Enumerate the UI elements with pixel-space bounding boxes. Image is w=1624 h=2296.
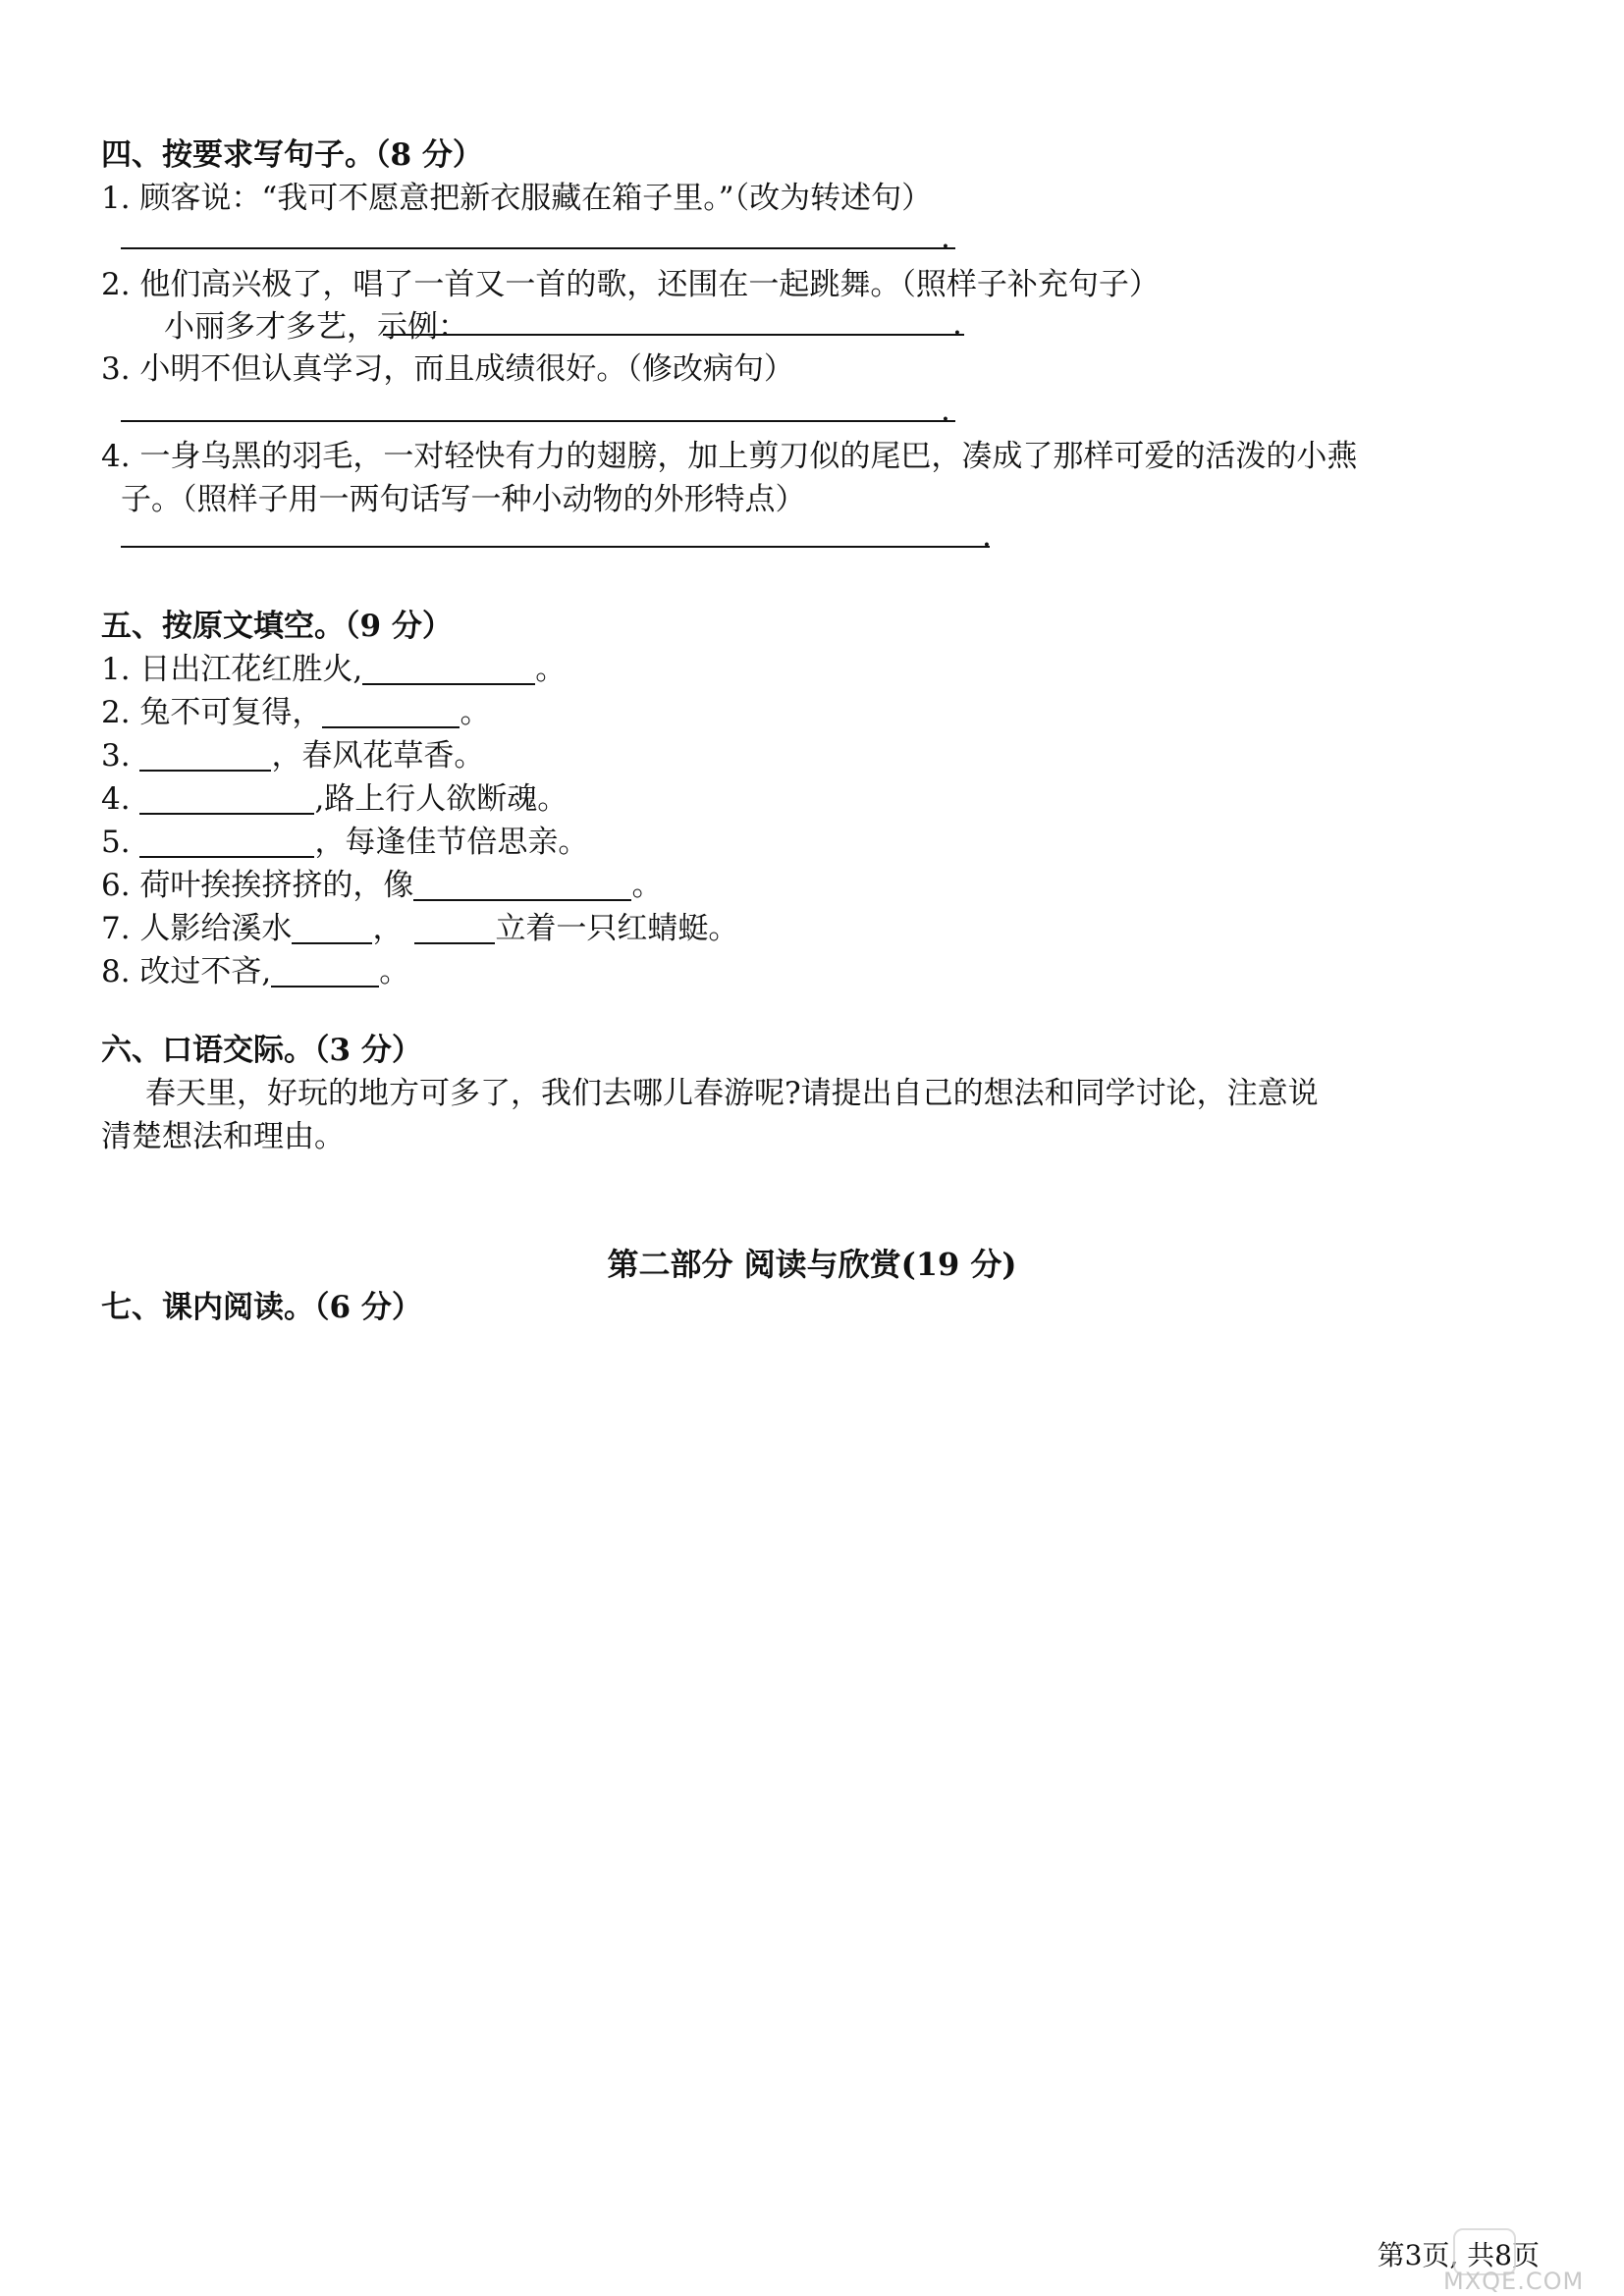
question-4-3: 3. 小明不但认真学习，而且成绩很好。（修改病句） <box>101 351 794 387</box>
fill-blank[interactable] <box>139 827 314 858</box>
fill-item-text: 2. 兔不可复得， <box>101 695 323 730</box>
section5-title: 五、按原文填空。（9 分） <box>101 609 453 644</box>
fill-item-text: 。 <box>460 695 491 730</box>
fill-item-text: ,路上行人欲断魂。 <box>314 781 568 817</box>
fill-item-6 <box>101 866 662 905</box>
fill-item-4 <box>101 779 568 819</box>
fill-item-5 <box>101 823 588 862</box>
watermark-text: MXQE.COM <box>1443 2268 1585 2295</box>
fill-blank[interactable] <box>322 697 460 728</box>
question-4-4-line2: 子。（照样子用一两句话写一种小动物的外形特点） <box>121 482 806 517</box>
answer-end-4-3: . <box>941 393 950 428</box>
fill-blank[interactable] <box>139 783 314 815</box>
fill-blank[interactable] <box>271 956 379 988</box>
fill-item-text: 6. 荷叶挨挨挤挤的，像 <box>101 868 414 903</box>
answer-line-4-1[interactable] <box>121 247 955 249</box>
fill-item-text: ，春风花草香。 <box>271 738 485 774</box>
fill-item-text: 4. <box>101 781 140 817</box>
fill-item-2 <box>101 693 490 732</box>
fill-blank[interactable] <box>139 740 271 772</box>
fill-item-text: ， <box>372 911 404 946</box>
section7-title: 七、课内阅读。（6 分） <box>101 1290 422 1325</box>
question-4-1: 1. 顾客说：“我可不愿意把新衣服藏在箱子里。”（改为转述句） <box>101 181 933 216</box>
section6-paragraph-line1: 春天里，好玩的地方可多了，我们去哪儿春游呢?请提出自己的想法和同学讨论，注意说 <box>145 1076 1319 1111</box>
fill-item-3 <box>101 736 484 775</box>
answer-end-4-4: . <box>982 518 992 554</box>
fill-item-text: 8. 改过不吝, <box>101 954 272 989</box>
page-number: 第3页, 共8页 <box>1377 2239 1540 2271</box>
answer-line-4-2[interactable] <box>383 334 964 336</box>
part2-title: 第二部分 阅读与欣赏(19 分) <box>607 1246 1017 1283</box>
answer-end-4-1: . <box>941 220 950 255</box>
fill-item-text: 。 <box>535 652 567 687</box>
question-4-2: 2. 他们高兴极了，唱了一首又一首的歌，还围在一起跳舞。（照样子补充句子） <box>101 267 1160 302</box>
fill-blank[interactable] <box>292 913 372 944</box>
fill-item-text: 1. 日出江花红胜火, <box>101 652 363 687</box>
answer-line-4-4[interactable] <box>121 546 990 548</box>
section6-title: 六、口语交际。（3 分） <box>101 1033 422 1068</box>
fill-item-text: 。 <box>631 868 663 903</box>
fill-item-7 <box>101 909 738 948</box>
fill-item-text: 3. <box>101 738 140 774</box>
fill-item-text: 立着一只红蜻蜓。 <box>495 911 739 946</box>
section6-paragraph-line2: 清楚想法和理由。 <box>101 1119 345 1154</box>
fill-item-text: 7. 人影给溪水 <box>101 911 293 946</box>
answer-line-4-3[interactable] <box>121 420 955 422</box>
question-4-4-line1: 4. 一身乌黑的羽毛，一对轻快有力的翅膀，加上剪刀似的尾巴，凑成了那样可爱的活泼的小燕 <box>101 439 1358 474</box>
fill-item-text: 。 <box>379 954 410 989</box>
fill-item-text: 5. <box>101 825 140 860</box>
section4-title: 四、按要求写句子。（8 分） <box>101 137 483 173</box>
fill-item-1 <box>101 650 566 689</box>
fill-blank[interactable] <box>362 654 535 685</box>
question-4-2-prompt: 小丽多才多艺，示例： <box>164 309 468 345</box>
fill-blank[interactable] <box>413 870 631 901</box>
fill-item-8 <box>101 952 409 991</box>
fill-item-text: ，每逢佳节倍思亲。 <box>314 825 589 860</box>
answer-end-4-2: . <box>952 306 962 342</box>
fill-blank[interactable] <box>414 913 495 944</box>
